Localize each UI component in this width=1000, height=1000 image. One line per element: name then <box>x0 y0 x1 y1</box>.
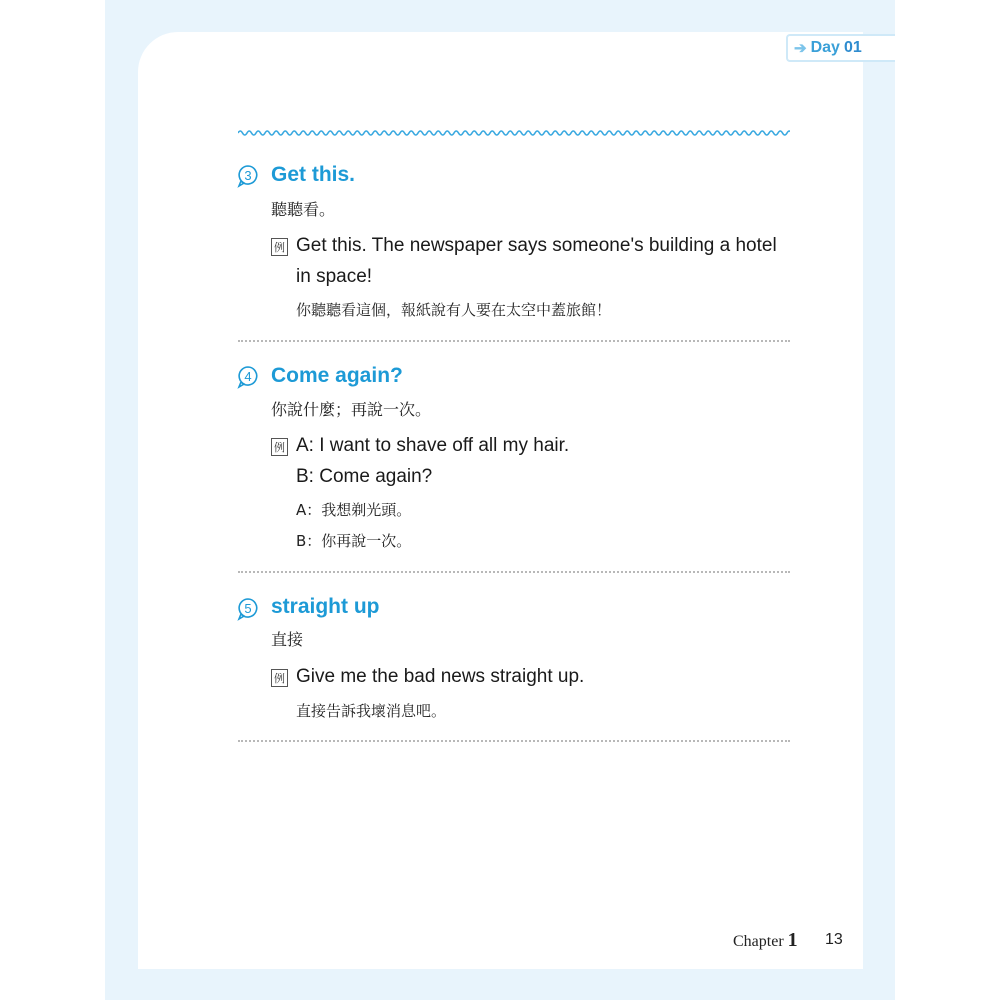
chapter-text: Chapter <box>733 933 784 950</box>
example-chinese-line: B：你再說一次。 <box>296 532 412 550</box>
chapter-label <box>733 929 798 952</box>
entry-phrase: Get this. <box>271 163 356 186</box>
entry-meaning: 聽聽看。 <box>271 200 336 219</box>
example-english-line: B: Come again? <box>296 466 433 487</box>
entry-number-badge <box>237 597 259 621</box>
dotted-divider <box>238 571 790 573</box>
entry-number-badge <box>237 164 259 188</box>
dotted-divider <box>238 740 790 742</box>
wave-divider <box>238 127 790 139</box>
entry-number-badge <box>237 365 259 389</box>
example-english-line: A: I want to shave off all my hair. <box>296 435 570 456</box>
dotted-divider <box>238 340 790 342</box>
example-chinese-line: 你聽聽看這個，報紙說有人要在太空中蓋旅館！ <box>296 301 612 319</box>
entry-number: 5 <box>244 601 252 616</box>
example-english-line: Give me the bad news straight up. <box>296 666 585 687</box>
day-label: Day <box>810 39 840 56</box>
entry-phrase: straight up <box>271 595 380 618</box>
entry-meaning: 直接 <box>271 630 304 649</box>
entry-number: 4 <box>244 369 252 384</box>
example-english-line: Get this. The newspaper says someone's building a hotel <box>296 235 777 256</box>
chapter-number: 1 <box>787 929 798 951</box>
arrow-right-icon: ➔ <box>794 40 807 57</box>
example-mark: 例 <box>271 669 288 687</box>
example-chinese-line: 直接告訴我壞消息吧。 <box>296 702 447 720</box>
entry-meaning: 你說什麼；再說一次。 <box>271 400 432 419</box>
entry-number: 3 <box>244 168 252 183</box>
day-tab <box>786 34 895 62</box>
page-number: 13 <box>825 931 843 948</box>
example-english-line: in space! <box>296 266 373 287</box>
example-chinese-line: A：我想剃光頭。 <box>296 501 412 519</box>
example-mark: 例 <box>271 238 288 256</box>
day-number: 01 <box>843 39 862 56</box>
example-mark: 例 <box>271 438 288 456</box>
entry-phrase: Come again? <box>271 364 403 387</box>
